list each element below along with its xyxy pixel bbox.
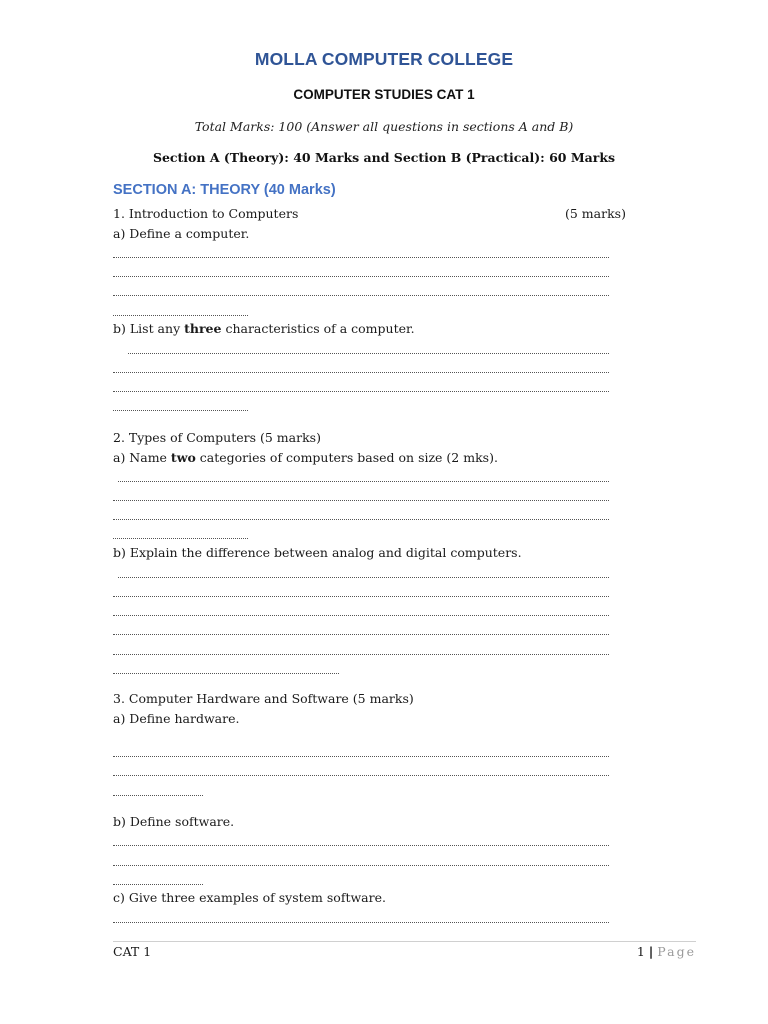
answer-line[interactable] [113,500,609,501]
exam-subject: COMPUTER STUDIES CAT 1 [293,87,475,102]
question-2a-emphasis: two [170,450,196,465]
answer-line[interactable] [113,410,248,411]
section-a-title: SECTION A: THEORY (40 Marks) [113,182,336,198]
answer-line[interactable] [113,922,609,923]
question-1b-text-start: b) List any [113,321,185,336]
page-separator: | [648,944,654,959]
answer-line[interactable] [113,295,609,296]
page-word: Page [657,944,696,959]
answer-line[interactable] [113,634,609,635]
footer-divider [113,941,696,942]
question-1a: a) Define a computer. [113,226,250,241]
question-2a-text-start: a) Name [113,450,171,465]
question-2a-text-end: categories of computers based on size (2 mks). [195,450,498,465]
answer-line[interactable] [113,756,609,757]
footer-label: CAT 1 [113,944,152,959]
answer-line[interactable] [113,795,203,796]
question-2b: b) Explain the difference between analog and digital computers. [113,545,522,560]
answer-line[interactable] [113,865,609,866]
question-1b-text-end: characteristics of a computer. [221,321,415,336]
answer-line[interactable] [113,884,203,885]
total-marks-note: Total Marks: 100 (Answer all questions in sections A and B) [194,119,574,134]
answer-line[interactable] [118,481,609,482]
answer-line[interactable] [113,391,609,392]
answer-line[interactable] [113,596,609,597]
question-1-title: 1. Introduction to Computers [113,206,299,221]
answer-line[interactable] [113,519,609,520]
answer-line[interactable] [113,845,609,846]
page-number [560,944,696,959]
question-2-title: 2. Types of Computers (5 marks) [113,430,321,445]
question-1b-emphasis: three [184,321,222,336]
answer-line[interactable] [113,615,609,616]
answer-line[interactable] [113,673,339,674]
answer-line[interactable] [113,257,609,258]
page-number-value: 1 [636,944,645,959]
answer-line[interactable] [118,577,609,578]
question-3c: c) Give three examples of system software. [113,890,386,905]
question-2a [113,450,498,465]
answer-line[interactable] [113,276,609,277]
answer-line[interactable] [113,315,248,316]
question-1b [113,321,415,336]
answer-line[interactable] [113,654,609,655]
college-name: MOLLA COMPUTER COLLEGE [254,49,514,69]
answer-line[interactable] [113,372,609,373]
question-3a: a) Define hardware. [113,711,240,726]
question-3b: b) Define software. [113,814,235,829]
answer-line[interactable] [113,538,248,539]
sections-info: Section A (Theory): 40 Marks and Section B (Practical): 60 Marks [152,150,616,165]
question-1-marks: (5 marks) [565,206,626,221]
answer-line[interactable] [113,775,609,776]
answer-line[interactable] [128,353,609,354]
question-3-title: 3. Computer Hardware and Software (5 marks) [113,691,414,706]
